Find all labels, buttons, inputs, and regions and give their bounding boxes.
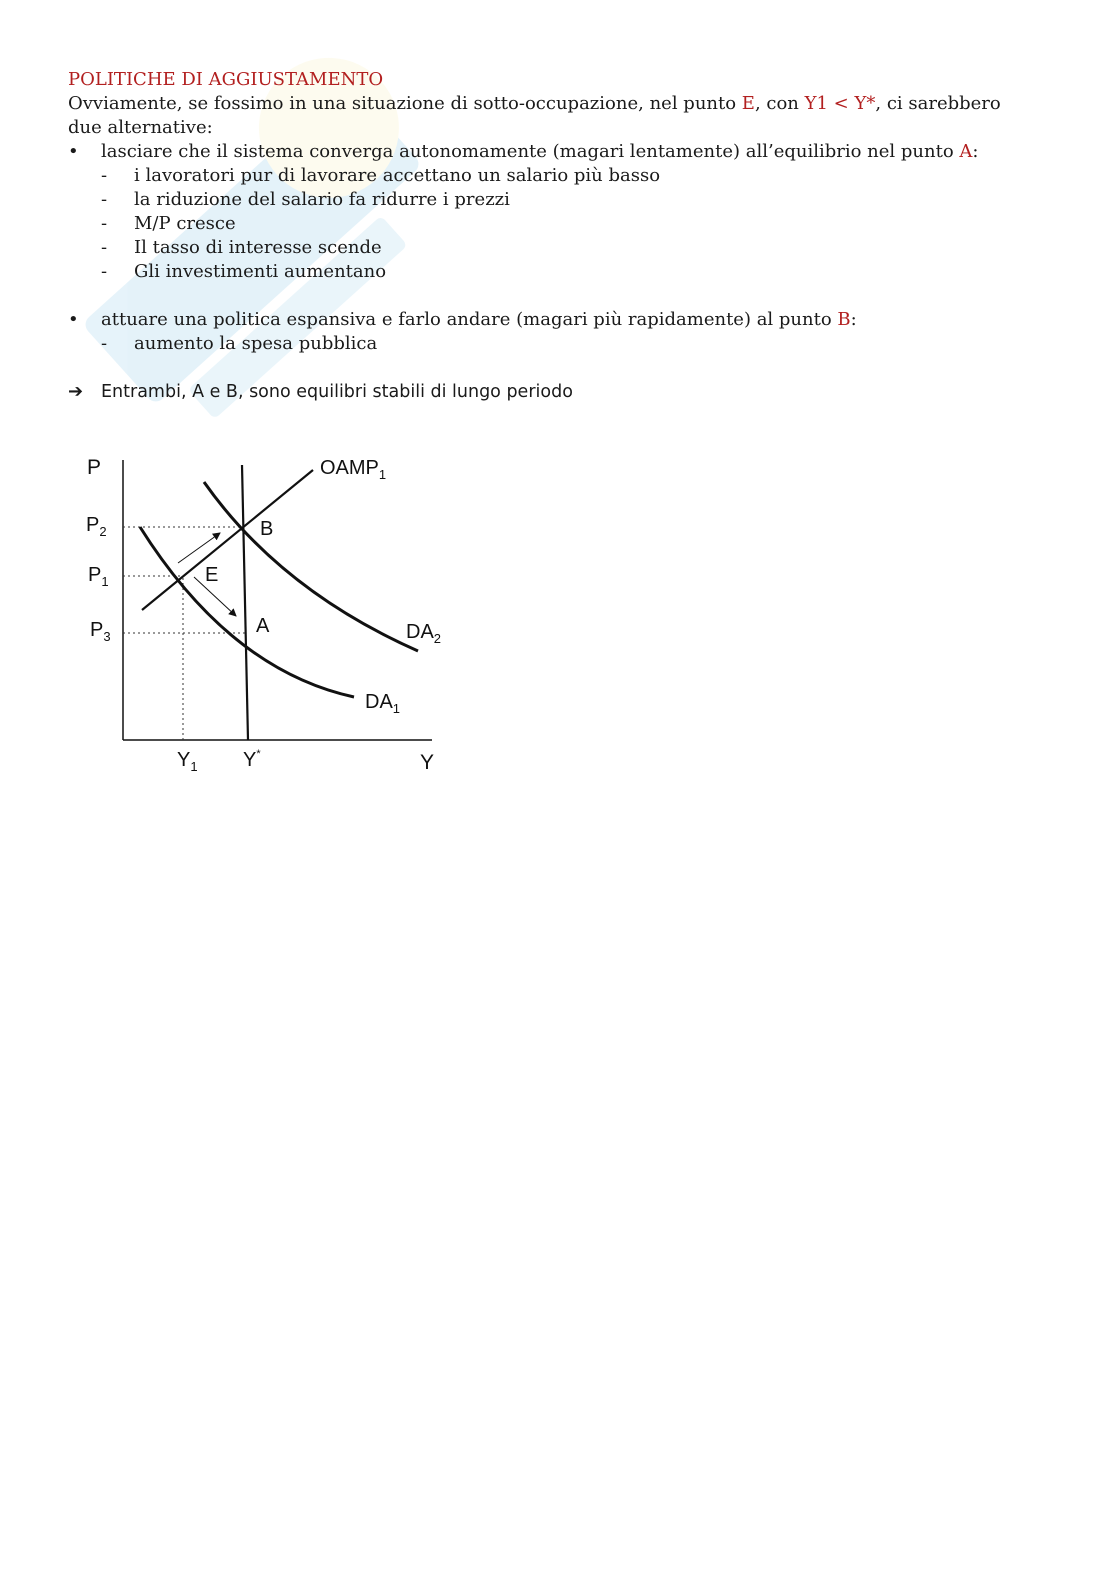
conclusion-text: Entrambi, A e B, sono equilibri stabili di lungo periodo	[101, 382, 573, 402]
point-e-ref: E	[741, 93, 755, 114]
sub-item-text: i lavoratori pur di lavorare accettano un salario più basso	[134, 165, 661, 186]
point-b-ref: B	[837, 309, 851, 330]
dash-mark: -	[101, 165, 108, 186]
sub-item	[68, 164, 1028, 188]
x-axis-label: Y	[420, 751, 435, 774]
point-a-label: A	[256, 615, 270, 637]
as-ad-diagram	[70, 450, 470, 790]
bullet-mark: •	[68, 141, 79, 162]
dash-mark: -	[101, 261, 108, 282]
y-axis-label: P	[87, 456, 102, 479]
condition-ref: Y1 < Y*	[804, 93, 876, 114]
sub-item-text: Gli investimenti aumentano	[134, 261, 387, 282]
document-body	[68, 68, 1028, 404]
conclusion-line	[68, 380, 1028, 404]
bullet-text: attuare una politica espansiva e farlo andare (magari più rapidamente) al punto	[101, 309, 838, 330]
arrow-to-b	[178, 533, 220, 563]
bullet-text: lasciare che il sistema converga autonomamente (magari lentamente) all’equilibrio nel punto	[101, 141, 960, 162]
intro-text-3: , ci sarebbero due alternative:	[68, 93, 1001, 138]
sub-item	[68, 212, 1028, 236]
da1-label: $DA_1$	[365, 691, 401, 716]
oamp-curve	[142, 470, 313, 610]
dash-mark: -	[101, 333, 108, 354]
bullet-item-autonomous	[68, 140, 1028, 164]
intro-paragraph	[68, 92, 1028, 140]
sub-item	[68, 260, 1028, 284]
arrow-right-icon: ➔	[68, 381, 84, 402]
bullet-item-expansive	[68, 308, 1028, 332]
dash-mark: -	[101, 237, 108, 258]
oamp-label: $OAMP_1$	[320, 457, 387, 482]
p2-label: $P_2$	[86, 514, 107, 539]
dash-mark: -	[101, 189, 108, 210]
sub-item-text: M/P cresce	[134, 213, 236, 234]
sub-item	[68, 236, 1028, 260]
da2-label: $DA_2$	[406, 621, 442, 646]
dash-mark: -	[101, 213, 108, 234]
p1-label: $P_1$	[88, 564, 109, 589]
bullet-suffix: :	[850, 309, 857, 330]
sub-item	[68, 188, 1028, 212]
bullet-mark: •	[68, 309, 79, 330]
intro-text-1: Ovviamente, se fossimo in una situazione di sotto-occupazione, nel punto	[68, 93, 742, 114]
potential-output-line	[242, 465, 248, 740]
point-a-ref: A	[959, 141, 973, 162]
sub-item-text: la riduzione del salario fa ridurre i prezzi	[134, 189, 510, 210]
sub-item-text: Il tasso di interesse scende	[134, 237, 382, 258]
intro-text-2: , con	[754, 93, 805, 114]
p3-label: $P_3$	[90, 619, 111, 644]
y1-label: $Y_1$	[177, 749, 198, 774]
ystar-label: Y*	[243, 748, 261, 771]
da2-curve	[204, 482, 418, 651]
sub-item-text: aumento la spesa pubblica	[134, 333, 378, 354]
section-title: POLITICHE DI AGGIUSTAMENTO	[68, 69, 384, 90]
point-e-label: E	[205, 564, 219, 586]
point-b-label: B	[260, 518, 274, 540]
sub-item	[68, 332, 1028, 356]
bullet-suffix: :	[972, 141, 979, 162]
